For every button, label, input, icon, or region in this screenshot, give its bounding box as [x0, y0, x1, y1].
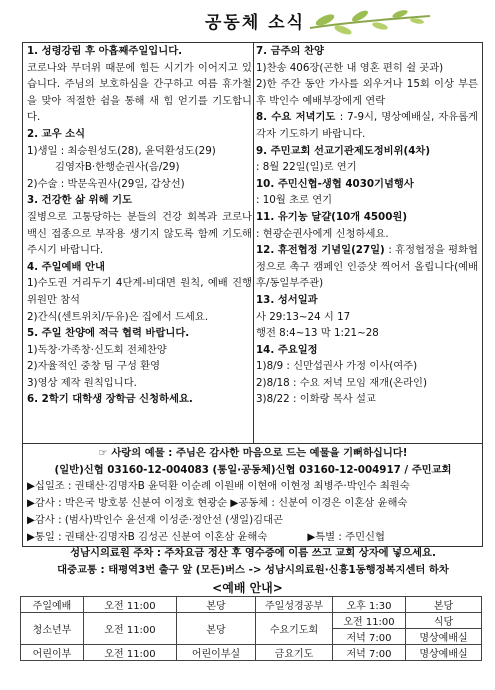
table-cell: 어린이부: [21, 645, 84, 661]
section-heading: 9. 주민교회 선교기관제도정비위(4차): [256, 144, 431, 157]
table-cell: 본당: [177, 613, 256, 645]
offering-accounts: (일반)신협 03160-12-004083 (통일·공동체)신협 03160-12-004917 / 주민교회: [54, 463, 452, 476]
table-cell: 오전 11:00: [84, 645, 177, 661]
section-text: 1)8/9 : 신만섭권사 가정 이사(여주): [256, 360, 418, 373]
section-text: 1)찬송 406장(곤한 내 영혼 편히 쉴 곳과): [256, 61, 444, 74]
section-heading: 3. 건강한 삶 위해 기도: [27, 194, 132, 207]
section-heading: 1. 성령강림 후 아홉째주일입니다.: [27, 45, 183, 57]
section-heading: 13. 성서일과: [256, 293, 318, 306]
table-cell: 금요기도: [256, 645, 333, 661]
section-divider: [23, 443, 482, 444]
table-cell: 본당: [177, 597, 256, 613]
table-cell: 어린이부실: [177, 645, 256, 661]
section-item: [256, 109, 478, 142]
transit-notice: 대중교통 : 태평역3번 출구 앞 (모든)버스 -> 성남시의료원·신흥1동행정복지센터 하차: [57, 563, 449, 576]
table-cell: 주일성경공부: [256, 597, 333, 613]
section-text: : 7-9시, 명상예배실, 자유롭게 각자 기도하기 바랍니다.: [256, 111, 479, 140]
table-row: [21, 645, 482, 661]
right-column: [256, 43, 478, 408]
section-text: : 8월 22일(일)로 연기: [256, 161, 357, 174]
section-text: 2)한 주간 동안 가사를 외우거나 15회 이상 부른 후 박인수 예배부장에게 연락: [256, 78, 478, 107]
page-title: 공동체 소식: [205, 13, 306, 33]
table-row: [21, 597, 482, 613]
table-cell: 명상예배실: [406, 645, 482, 661]
section-text: 코로나와 무더위 때문에 힘든 시기가 이어지고 있습니다. 주님의 보호하심을 간구하고 여름 휴가철을 맞아 적절한 쉼을 통해 새 힘 얻기를 기도합니다.: [27, 61, 252, 124]
section-text: 3)영상 제작 원칙입니다.: [27, 376, 137, 389]
section-heading: 10. 주민신협-생협 4030기념행사: [256, 177, 414, 190]
section-text: 1)수도권 거리두기 4단계-비대면 원칙, 예배 진행위원만 참석: [27, 277, 252, 306]
parking-notice: 성남시의료원 주차 : 주차요금 정산 후 영수증에 이름 쓰고 교회 상자에 넣으세요.: [70, 547, 436, 560]
table-cell: 수요기도회: [256, 613, 333, 645]
section-heading: 7. 금주의 찬양: [256, 45, 324, 57]
table-cell: 오전 11:00: [333, 613, 406, 629]
section-heading: 6. 2학기 대학생 장학금 신청하세요.: [27, 393, 193, 406]
section-heading: 2. 교우 소식: [27, 127, 86, 140]
table-cell: 저녁 7:00: [333, 629, 406, 645]
table-cell: 주일예배: [21, 597, 84, 613]
section-text: 행전 8:4~13 막 1:21~28: [256, 327, 379, 340]
offering-section: [27, 445, 479, 579]
section-text: 사 29:13~24 시 17: [256, 310, 351, 323]
section-text: 2)자율적인 중창 팀 구성 환영: [27, 360, 161, 373]
offering-notice: ☞ 사랑의 예물 : 주님은 감사한 마음으로 드는 예물을 기뻐하십니다!: [98, 447, 408, 459]
header: [0, 0, 495, 38]
table-cell: 오전 11:00: [84, 597, 177, 613]
section-text: 3)8/22 : 이화랑 목사 설교: [256, 393, 376, 406]
section-text: : 10월 초로 연기: [256, 194, 333, 207]
offering-unification: ▶통일 : 권태산·김명자B 김성곤 신분여 이혼삼 윤해숙: [27, 530, 268, 543]
section-heading: 5. 주일 찬양에 적극 협력 바랍니다.: [27, 327, 190, 340]
table-row: [21, 613, 482, 629]
section-text: 1)독창·가족창·신도회 전체찬양: [27, 343, 167, 356]
column-divider: [253, 43, 254, 443]
section-text: : 현광순권사에게 신청하세요.: [256, 227, 389, 240]
section-heading: 8. 수요 저녁기도: [256, 111, 340, 124]
section-heading: 4. 주일예배 안내: [27, 260, 105, 273]
section-heading: 14. 주요일정: [256, 343, 318, 356]
table-cell: 식당: [406, 613, 482, 629]
section-text: : 휴정협정을 평화협정으로 촉구 캠페인 인증샷 찍어서 올립니다(예배 후/동일부주관): [256, 244, 479, 290]
leaf-decoration-icon: [305, 6, 435, 36]
offering-line: [27, 529, 479, 546]
worship-table: [20, 596, 482, 661]
section-text: 1)생일 : 최승원성도(28), 윤덕환성도(29): [27, 144, 216, 157]
section-heading: 12. 휴전협정 기념일(27일): [256, 244, 389, 257]
section-heading: 11. 유기농 달걀(10개 4500원): [256, 210, 408, 223]
section-text: 김영자B·한행순권사(음/29): [55, 161, 180, 174]
section-text: 2)8/18 : 수요 저녁 모임 재개(온라인): [256, 376, 427, 389]
table-cell: 오전 11:00: [84, 613, 177, 645]
worship-title: <예배 안내>: [212, 581, 283, 595]
table-cell: 오후 1:30: [333, 597, 406, 613]
offering-line: ▶감사 : (범사)박인수 윤선재 이성준·정안선 (생일)김대곤: [27, 513, 283, 526]
news-frame: [22, 42, 483, 576]
section-text: 2)간식(센트위치/두유)은 집에서 드세요.: [27, 310, 209, 323]
section-text: 2)수술 : 박문옥권사(29일, 갑상선): [27, 177, 185, 190]
offering-special: ▶특별 : 주민신협: [307, 530, 385, 543]
left-column: [27, 43, 252, 408]
offering-line: ▶십일조 : 권태산·김명자B 윤덕환 이순례 이원배 이현애 이현정 최병주·박인수 최원숙: [27, 480, 410, 493]
table-cell: 명상예배실: [406, 629, 482, 645]
section-item: [256, 242, 478, 292]
table-cell: 본당: [406, 597, 482, 613]
offering-line: ▶감사 : 박은국 방호봉 신분여 이정호 현광순 ▶공동체 : 신분여 이경은 이혼삼 윤해숙: [27, 497, 408, 510]
section-text: 질병으로 고통당하는 분들의 건강 회복과 코로나 백신 접종으로 부작용 생기지 않도록 함께 기도해주시기 바랍니다.: [27, 210, 252, 257]
table-cell: 저녁 7:00: [333, 645, 406, 661]
table-cell: 청소년부: [21, 613, 84, 645]
